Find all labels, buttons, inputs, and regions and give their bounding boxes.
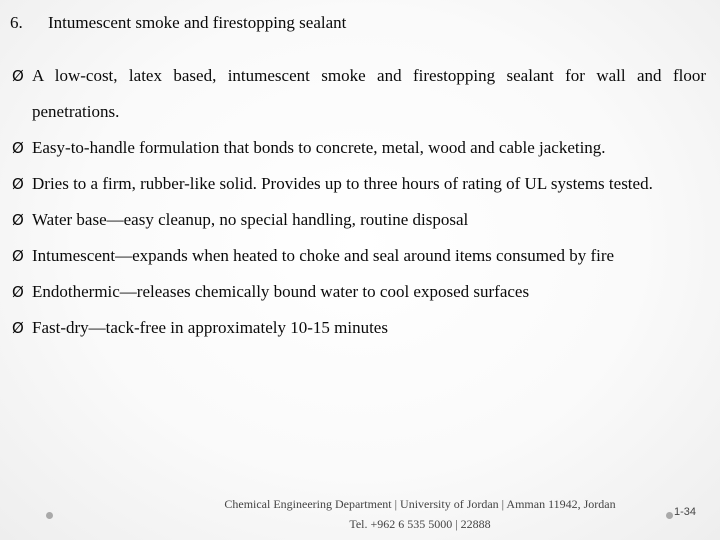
bullet-text: A low-cost, latex based, intumescent smoke and firestopping sealant for wall and floor penetrations.	[32, 66, 706, 121]
bullet-list	[12, 58, 706, 346]
arrow-bullet-icon: Ø	[12, 283, 24, 301]
bullet-text: Water base—easy cleanup, no special handling, routine disposal	[32, 210, 469, 229]
arrow-bullet-icon: Ø	[12, 211, 24, 229]
slide-title	[10, 13, 346, 33]
arrow-bullet-icon: Ø	[12, 67, 24, 85]
arrow-bullet-icon: Ø	[12, 247, 24, 265]
arrow-bullet-icon: Ø	[12, 175, 24, 193]
bullet-item	[12, 274, 706, 310]
bullet-item	[12, 166, 706, 202]
title-text: Intumescent smoke and firestopping sealant	[48, 13, 347, 32]
arrow-bullet-icon: Ø	[12, 319, 24, 337]
decorative-dot-icon	[46, 512, 53, 519]
footer	[150, 494, 690, 534]
bullet-item	[12, 238, 706, 274]
footer-phone: Tel. +962 6 535 5000 | 22888	[349, 517, 491, 531]
bullet-item	[12, 310, 706, 346]
bullet-text: Dries to a firm, rubber-like solid. Provides up to three hours of rating of UL systems tested.	[32, 174, 653, 193]
bullet-text: Intumescent—expands when heated to choke and seal around items consumed by fire	[32, 246, 615, 265]
page-number: 1-34	[674, 506, 697, 518]
bullet-text: Endothermic—releases chemically bound water to cool exposed surfaces	[32, 282, 530, 301]
bullet-item	[12, 130, 706, 166]
bullet-item	[12, 202, 706, 238]
title-number: 6.	[10, 13, 23, 32]
bullet-text: Fast-dry—tack-free in approximately 10-15 minutes	[32, 318, 388, 337]
arrow-bullet-icon: Ø	[12, 139, 24, 157]
bullet-item	[12, 58, 706, 130]
decorative-dot-icon	[666, 512, 673, 519]
footer-address: Chemical Engineering Department | University of Jordan | Amman 11942, Jordan	[224, 497, 616, 511]
bullet-text: Easy-to-handle formulation that bonds to concrete, metal, wood and cable jacketing.	[32, 138, 606, 157]
